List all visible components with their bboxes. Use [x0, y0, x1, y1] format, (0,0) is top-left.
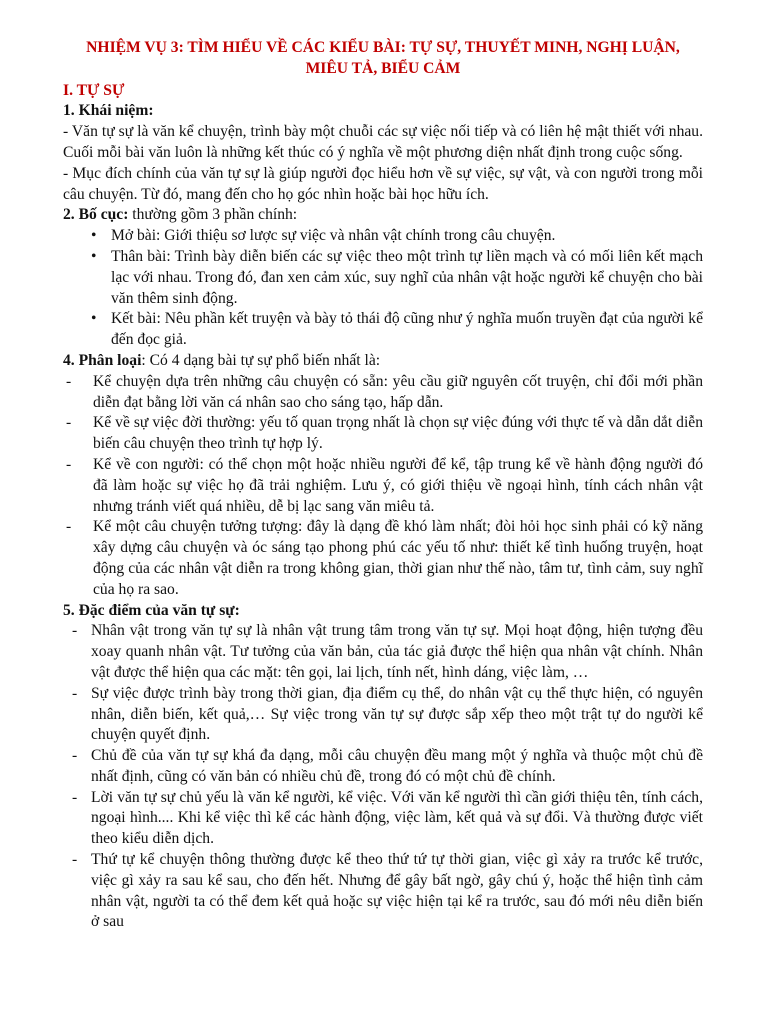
list-item: • Thân bài: Trình bày diễn biến các sự việc theo một trình tự liền mạch và có mối liên kết mạch lạc với nhau. Trong đó, đan xen cảm xúc, suy nghĩ của nhân vật hoặc người kể chuyện cho bài văn thêm sinh động. — [91, 247, 703, 307]
features-list — [63, 621, 703, 933]
dash-icon: - — [72, 684, 78, 702]
list-item: - Sự việc được trình bày trong thời gian, địa điểm cụ thể, do nhân vật cụ thể thực hiện, có nguyên nhân, diễn biến, kết quả,… Sự việc trong văn tự sự được sắp xếp theo một trật tự do người kể chuyện quyết định. — [72, 684, 703, 744]
dash-icon: - — [66, 518, 72, 536]
layout-intro: thường gồm 3 phần chính: — [128, 206, 298, 224]
document-page — [63, 38, 703, 933]
list-item: - Thứ tự kể chuyện thông thường được kể theo thứ tứ tự thời gian, việc gì xảy ra trước kể trước, việc gì xảy ra sau kể sau, cho đến hết. Nhưng để gây bất ngờ, gây chú ý, hoặc thể hiện tình cảm nhân vật, người ta có thể đem kết quả hoặc sự việc hiện tại kể ra trước, sau đó mới nêu diễn biến ở sau — [72, 851, 703, 931]
classify-heading: 4. Phân loại — [63, 351, 142, 369]
dash-icon: - — [66, 372, 72, 390]
dash-icon: - — [72, 788, 78, 806]
bullet-icon: • — [91, 247, 97, 265]
dash-icon: - — [72, 747, 78, 765]
list-item: • Mở bài: Giới thiệu sơ lược sự việc và nhân vật chính trong câu chuyện. — [63, 226, 703, 247]
bullet-icon: • — [91, 227, 97, 245]
dash-icon: - — [66, 455, 72, 473]
bullet-icon: • — [91, 310, 97, 328]
classify-line — [63, 351, 703, 372]
layout-heading: 2. Bố cục: — [63, 206, 129, 224]
concept-paragraph: - Văn tự sự là văn kể chuyện, trình bày một chuỗi các sự việc nối tiếp và có liên hệ mật thiết với nhau. Cuối mỗi bài văn luôn là những kết thúc có ý nghĩa về một phương diện nhất định trong cuộc sống. — [63, 123, 703, 161]
classify-list — [63, 372, 703, 601]
list-item: - Kể về sự việc đời thường: yếu tố quan trọng nhất là chọn sự việc đúng với thực tế và dẫn dắt diễn biến câu chuyện theo trình tự hợp lý. — [66, 414, 703, 453]
list-item: • Kết bài: Nêu phần kết truyện và bày tỏ thái độ cũng như ý nghĩa muốn truyền đạt của người kể đến đọc giả. — [91, 310, 703, 349]
list-item: - Kể về con người: có thể chọn một hoặc nhiều người để kể, tập trung kể về hành động người đó đã làm hoặc sự việc họ đã trải nghiệm. Lưu ý, có giới thiệu về ngoại hình, tính cách nhân vật nhưng tránh viết quá nhiều, dễ bị lạc sang văn miêu tả. — [66, 455, 703, 515]
section-heading-tu-su: I. TỰ SỰ — [63, 81, 125, 99]
layout-line — [63, 205, 703, 226]
list-item: - Kể chuyện dựa trên những câu chuyện có sẵn: yêu cầu giữ nguyên cốt truyện, chỉ đổi mới phần diễn đạt bằng lời văn cá nhân sao cho sáng tạo, hấp dẫn. — [66, 372, 703, 411]
list-item: - Nhân vật trong văn tự sự là nhân vật trung tâm trong văn tự sự. Mọi hoạt động, hiện tượng đều xoay quanh nhân vật. Tư tưởng của văn bản, của tác giả được thể hiện qua nhân vật chính. Nhân vật được thể hiện qua các mặt: tên gọi, lai lịch, tính nết, hình dáng, việc làm, … — [72, 622, 703, 681]
list-item: - Chủ đề của văn tự sự khá đa dạng, mỗi câu chuyện đều mang một ý nghĩa và thuộc một chủ đề nhất định, cũng có văn bản có nhiều chủ đề, trong đó có một chủ đề chính. — [72, 747, 703, 785]
document-title: NHIỆM VỤ 3: TÌM HIỂU VỀ CÁC KIỂU BÀI: TỰ SỰ, THUYẾT MINH, NGHỊ LUẬN, MIÊU TẢ, BIỂU CẢM — [86, 39, 680, 77]
features-heading: 5. Đặc điểm của văn tự sự: — [63, 601, 240, 619]
list-item: - Lời văn tự sự chủ yếu là văn kể người, kể việc. Với văn kể người thì cần giới thiệu tên, tính cách, ngoại hình.... Khi kể việc thì kể các hành động, việc làm, kết quả và sự đổi. Và thường được viết theo kiểu diễn dịch. — [72, 788, 703, 848]
dash-icon: - — [72, 622, 78, 640]
dash-icon: - — [72, 851, 78, 869]
concept-heading: 1. Khái niệm: — [63, 102, 154, 120]
dash-icon: - — [66, 414, 72, 432]
purpose-paragraph: - Mục đích chính của văn tự sự là giúp người đọc hiểu hơn về sự việc, sự vật, và con người trong mỗi câu chuyện. Từ đó, mang đến cho họ góc nhìn hoặc bài học hữu ích. — [63, 164, 703, 203]
classify-intro: : Có 4 dạng bài tự sự phổ biến nhất là: — [141, 351, 381, 369]
list-item: - Kể một câu chuyện tưởng tượng: đây là dạng đề khó làm nhất; đòi hỏi học sinh phải có kỹ năng xây dựng câu chuyện và óc sáng tạo phong phú các yếu tố như: thiết kế tình huống truyện, hoạt động của các nhân vật diễn ra trong không gian, thời gian như thế nào, tâm tư, tình cảm, suy nghĩ của họ ra sao. — [66, 518, 703, 598]
layout-list — [63, 226, 703, 351]
